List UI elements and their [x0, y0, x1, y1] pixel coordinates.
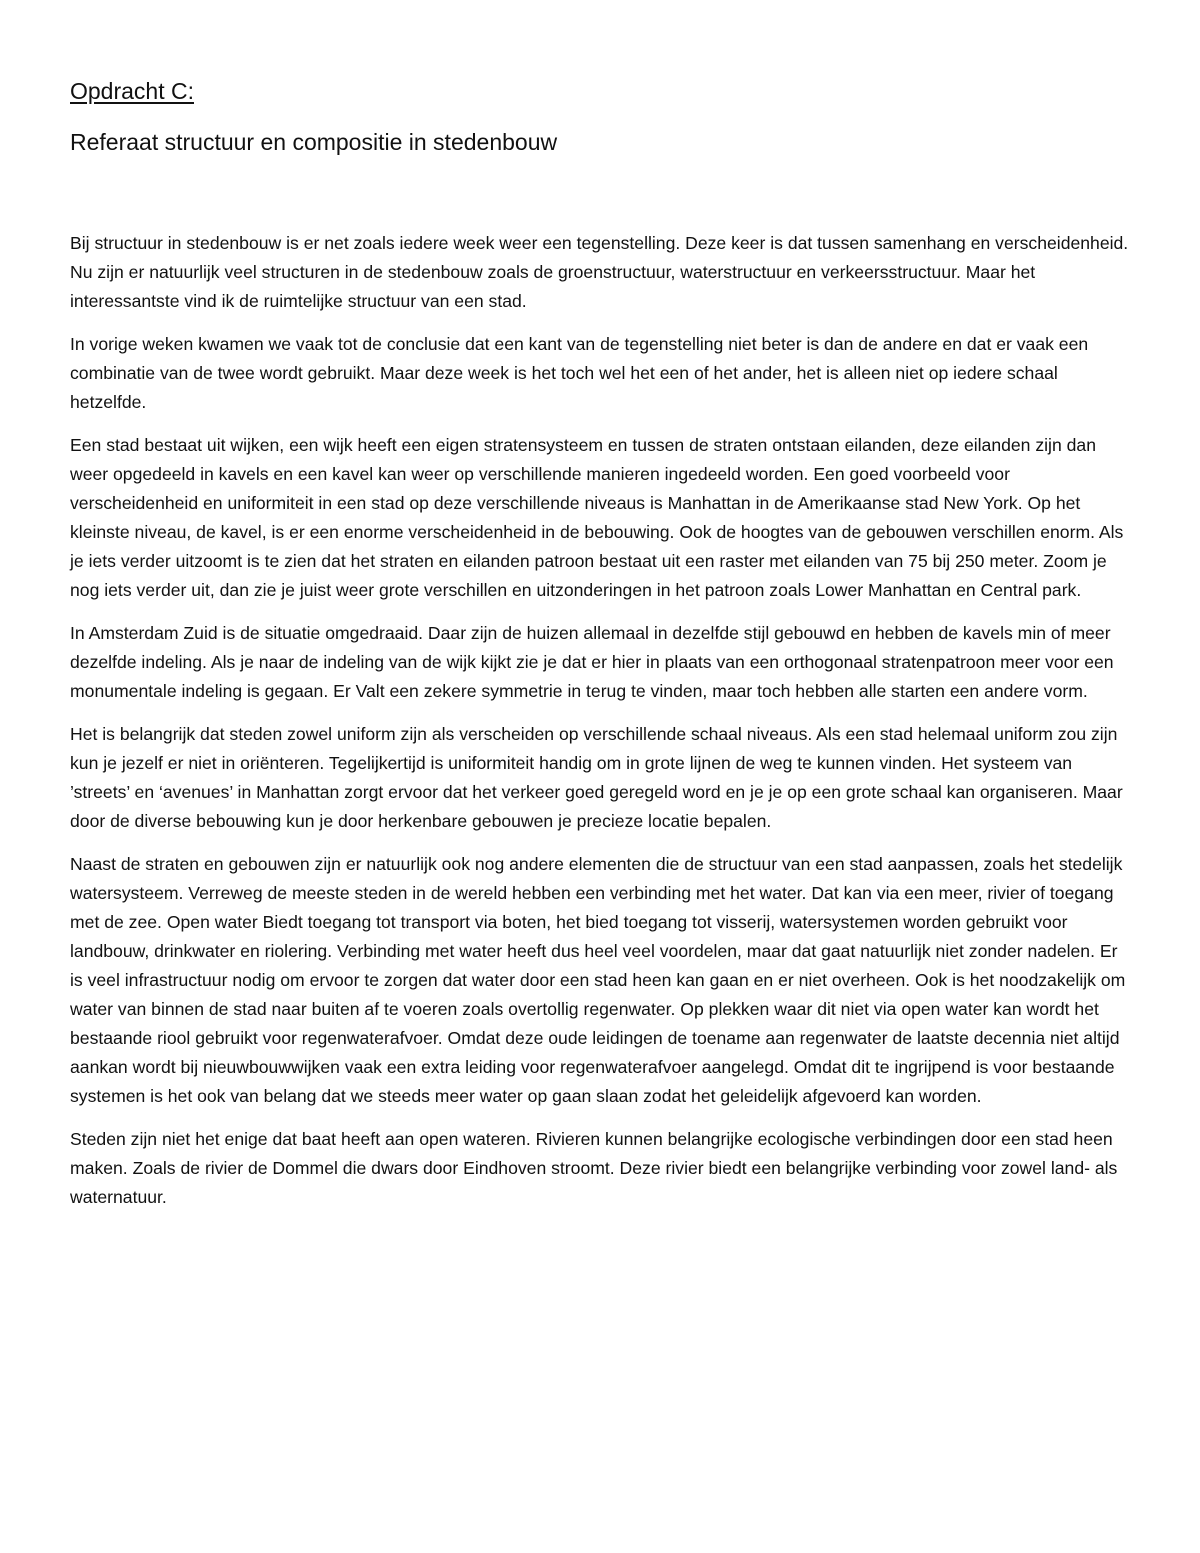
paragraph-1: Bij structuur in stedenbouw is er net zoals iedere week weer een tegenstelling. Deze keer is dat tussen samenhang en verscheidenheid. Nu zijn er natuurlijk veel structuren in de stedenbouw zoals de groenstructuur, waterstructuur en verkeersstructuur. Maar het interessantste vind ik de ruimtelijke structuur van een stad.: [70, 233, 1129, 311]
document-subtitle: Referaat structuur en compositie in stedenbouw: [70, 129, 558, 155]
paragraph-3: Een stad bestaat uit wijken, een wijk heeft een eigen stratensysteem en tussen de straten ontstaan eilanden, deze eilanden zijn dan weer opgedeeld in kavels en een kavel kan weer op verschillende manieren ingedeeld worden. Een goed voorbeeld voor verscheidenheid en uniformiteit in een stad op deze verschillende niveaus is Manhattan in de Amerikaanse stad New York. Op het kleinste niveau, de kavel, is er een enorme verscheidenheid in de bebouwing. Ook de hoogtes van de gebouwen verschillen enorm. Als je iets verder uitzoomt is te zien dat het straten en eilanden patroon bestaat uit een raster met eilanden van 75 bij 250 meter. Zoom je nog iets verder uit, dan zie je juist weer grote verschillen en uitzonderingen in het patroon zoals Lower Manhattan en Central park.: [70, 435, 1124, 600]
document-body: [70, 76, 1132, 1226]
document-title: Opdracht C:: [70, 78, 194, 104]
paragraph-6: Naast de straten en gebouwen zijn er natuurlijk ook nog andere elementen die de structuur van een stad aanpassen, zoals het stedelijk watersysteem. Verreweg de meeste steden in de wereld hebben een verbinding met het water. Dat kan via een meer, rivier of toegang met de zee. Open water Biedt toegang tot transport via boten, het bied toegang tot visserij, watersystemen worden gebruikt voor landbouw, drinkwater en riolering. Verbinding met water heeft dus heel veel voordelen, maar dat gaat natuurlijk niet zonder nadelen. Er is veel infrastructuur nodig om ervoor te zorgen dat water door een stad heen kan gaan en er niet overheen. Ook is het noodzakelijk om water van binnen de stad naar buiten af te voeren zoals overtollig regenwater. Op plekken waar dit niet via open water kan wordt het bestaande riool gebruikt voor regenwaterafvoer. Omdat deze oude leidingen de toename aan regenwater de laatste decennia niet altijd aankan wordt bij nieuwbouwwijken vaak een extra leiding voor regenwaterafvoer aangelegd. Omdat dit te ingrijpend is voor bestaande systemen is het ook van belang dat we steeds meer water op gaan slaan zodat het geleidelijk afgevoerd kan worden.: [70, 854, 1126, 1106]
paragraph-5: Het is belangrijk dat steden zowel uniform zijn als verscheiden op verschillende schaal niveaus. Als een stad helemaal uniform zou zijn kun je jezelf er niet in oriënteren. Tegelijkertijd is uniformiteit handig om in grote lijnen de weg te kunnen vinden. Het systeem van ’streets’ en ‘avenues’ in Manhattan zorgt ervoor dat het verkeer goed geregeld word en je je op een grote schaal kan organiseren. Maar door de diverse bebouwing kun je door herkenbare gebouwen je precieze locatie bepalen.: [70, 724, 1123, 831]
paragraph-2: In vorige weken kwamen we vaak tot de conclusie dat een kant van de tegenstelling niet beter is dan de andere en dat er vaak een combinatie van de twee wordt gebruikt. Maar deze week is het toch wel het een of het ander, het is alleen niet op iedere schaal hetzelfde.: [70, 334, 1089, 412]
paragraph-7: Steden zijn niet het enige dat baat heeft aan open wateren. Rivieren kunnen belangrijke ecologische verbindingen door een stad heen maken. Zoals de rivier de Dommel die dwars door Eindhoven stroomt. Deze rivier biedt een belangrijke verbinding voor zowel land- als waternatuur.: [70, 1129, 1118, 1207]
paragraph-4: In Amsterdam Zuid is de situatie omgedraaid. Daar zijn de huizen allemaal in dezelfde stijl gebouwd en hebben de kavels min of meer dezelfde indeling. Als je naar de indeling van de wijk kijkt zie je dat er hier in plaats van een orthogonaal stratenpatroon meer voor een monumentale indeling is gegaan. Er Valt een zekere symmetrie in terug te vinden, maar toch hebben alle starten een andere vorm.: [70, 623, 1114, 701]
